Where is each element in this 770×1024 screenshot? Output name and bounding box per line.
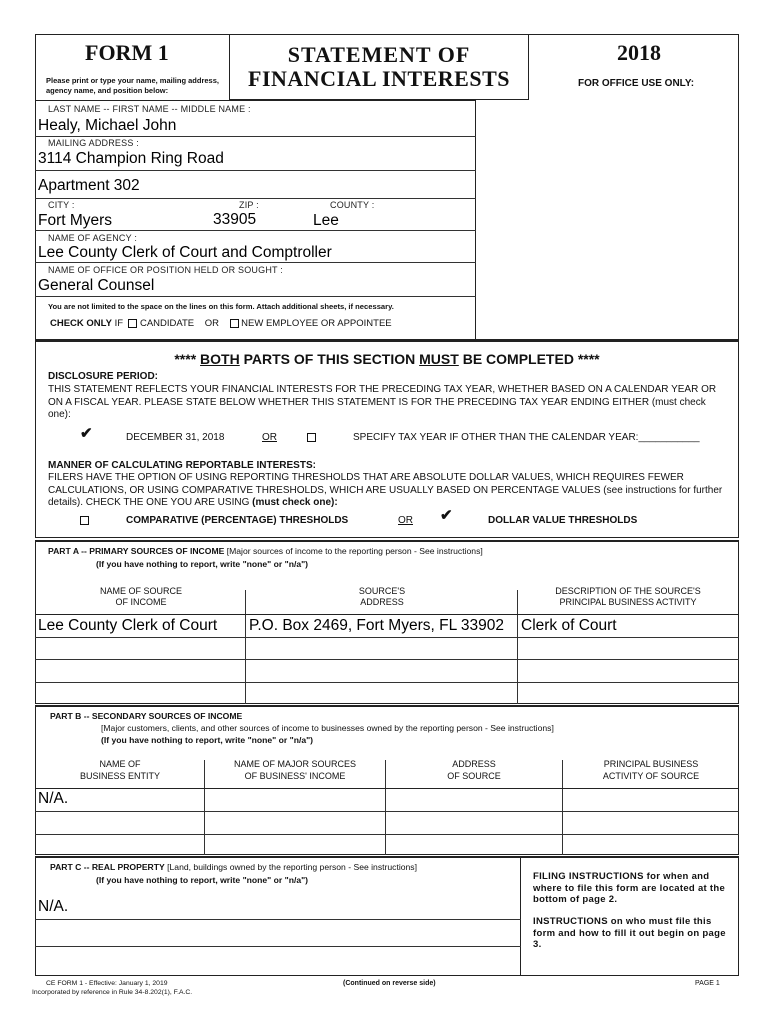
check-if-label: IF bbox=[114, 318, 124, 329]
part-b-col3-l1: ADDRESS bbox=[452, 759, 496, 769]
banner-post: BE COMPLETED **** bbox=[458, 351, 600, 367]
part-b-rule bbox=[35, 811, 739, 812]
period-text: THIS STATEMENT REFLECTS YOUR FINANCIAL INTERESTS FOR THE PRECEDING TAX YEAR, WHETHER BASED ON A CALENDAR YEAR OR ON A FISCAL YEAR. PLEASE STATE BELOW WHETHER THIS STATEMENT IS FOR THE PRECEDING TAX YEAR ENDING EITHER (must check one): bbox=[48, 384, 717, 420]
part-c-row1: N/A. bbox=[38, 898, 69, 915]
county-value: Lee bbox=[313, 212, 339, 229]
manner-title: MANNER OF CALCULATING REPORTABLE INTERESTS: bbox=[48, 460, 316, 471]
space-note: You are not limited to the space on the lines on this form. Attach additional sheets, if necessary. bbox=[48, 302, 394, 311]
part-b-rule bbox=[35, 788, 739, 789]
part-c-note: (If you have nothing to report, write "none" or "n/a") bbox=[96, 875, 309, 885]
agency-label: NAME OF AGENCY : bbox=[48, 233, 138, 243]
part-b-rule bbox=[35, 834, 739, 835]
part-c-divider bbox=[520, 856, 521, 976]
zip-label: ZIP : bbox=[239, 200, 259, 210]
part-b-col-divider bbox=[204, 760, 205, 855]
footer-left-2: Incorporated by reference in Rule 34-8.202(1), F.A.C. bbox=[32, 989, 193, 996]
county-label: COUNTY : bbox=[330, 200, 375, 210]
footer-center: (Continued on reverse side) bbox=[343, 980, 436, 987]
disclosure-banner bbox=[35, 351, 739, 367]
part-a-col1-l2: OF INCOME bbox=[115, 597, 167, 607]
part-b-note: (If you have nothing to report, write "none" or "n/a") bbox=[101, 735, 314, 745]
part-c-rule bbox=[35, 919, 521, 920]
zip-value: 33905 bbox=[213, 211, 257, 228]
dec31-check-icon[interactable]: ✔ bbox=[80, 425, 93, 442]
part-a-col-divider bbox=[245, 590, 246, 704]
or-label: OR bbox=[204, 318, 219, 329]
banner-both: BOTH bbox=[200, 351, 240, 367]
part-a-col2-l2: ADDRESS bbox=[360, 597, 404, 607]
part-b-col-divider bbox=[562, 760, 563, 855]
part-b-col4-l2: ACTIVITY OF SOURCE bbox=[602, 771, 700, 781]
new-employee-checkbox[interactable] bbox=[230, 319, 239, 328]
part-b-col3-l2: OF SOURCE bbox=[447, 771, 501, 781]
part-c-title: PART C -- REAL PROPERTY bbox=[50, 862, 165, 872]
instructions-note: INSTRUCTIONS on who must file this form and how to fill it out begin on page 3. bbox=[533, 916, 726, 950]
part-b-col1-l1: NAME OF bbox=[99, 759, 141, 769]
check-only-label: CHECK ONLY bbox=[50, 318, 112, 329]
position-value: General Counsel bbox=[38, 277, 155, 294]
part-a-title: PART A -- PRIMARY SOURCES OF INCOME bbox=[48, 546, 225, 556]
position-label: NAME OF OFFICE OR POSITION HELD OR SOUGHT : bbox=[48, 265, 283, 275]
footer-page: PAGE 1 bbox=[695, 980, 720, 987]
part-b-desc: [Major customers, clients, and other sources of income to businesses owned by the reporting person - See instructions] bbox=[101, 723, 554, 733]
banner-pre: **** bbox=[174, 351, 201, 367]
manner-must: (must check one): bbox=[252, 497, 338, 508]
office-use-label: FOR OFFICE USE ONLY: bbox=[578, 78, 695, 89]
part-c-desc: [Land, buildings owned by the reporting person - See instructions] bbox=[167, 862, 417, 872]
part-a-col3-header bbox=[518, 586, 738, 608]
manner-text-body: FILERS HAVE THE OPTION OF USING REPORTING THRESHOLDS THAT ARE ABSOLUTE DOLLAR VALUES, WHICH REQUIRES FEWER CALCULATIONS, OR USING COMPARATIVE THRESHOLDS, WHICH ARE USUALLY BASED ON PERCENTAGE VALUES (see instructions for further details). CHECK THE ONE YOU ARE USING bbox=[48, 472, 723, 508]
part-b-row1: N/A. bbox=[38, 790, 69, 807]
manner-text bbox=[48, 472, 730, 510]
mailing-label: MAILING ADDRESS : bbox=[48, 138, 139, 148]
city-value: Fort Myers bbox=[38, 212, 113, 229]
comparative-label: COMPARATIVE (PERCENTAGE) THRESHOLDS bbox=[126, 515, 349, 526]
specify-checkbox[interactable] bbox=[307, 433, 316, 442]
specify-label: SPECIFY TAX YEAR IF OTHER THAN THE CALENDAR YEAR:___________ bbox=[353, 432, 700, 443]
part-b-title: PART B -- SECONDARY SOURCES OF INCOME bbox=[50, 711, 243, 721]
part-a-rule bbox=[35, 659, 739, 660]
part-a-col2-l1: SOURCE'S bbox=[358, 586, 406, 596]
part-b-col3-header bbox=[386, 758, 562, 782]
part-b-col4-header bbox=[563, 758, 739, 782]
candidate-label: CANDIDATE bbox=[139, 318, 195, 329]
part-b-col1-l2: BUSINESS ENTITY bbox=[79, 771, 160, 781]
header-instructions: Please print or type your name, mailing address, agency name, and position below: bbox=[46, 76, 219, 95]
part-b-col2-l1: NAME OF MAJOR SOURCES bbox=[233, 759, 356, 769]
filing-instructions: FILING INSTRUCTIONS for when and where to file this form are located at the bottom of page 2. bbox=[533, 871, 726, 905]
part-c-header bbox=[50, 862, 417, 872]
rule bbox=[35, 198, 476, 199]
dec31-label: DECEMBER 31, 2018 bbox=[126, 432, 225, 443]
part-a-col-divider bbox=[517, 590, 518, 704]
rule bbox=[35, 170, 476, 171]
part-a-rule bbox=[35, 682, 739, 683]
rule bbox=[35, 296, 476, 297]
part-a-col3-l2: PRINCIPAL BUSINESS ACTIVITY bbox=[559, 597, 697, 607]
part-a-note: (If you have nothing to report, write "none" or "n/a") bbox=[96, 559, 309, 569]
part-a-row1-address: P.O. Box 2469, Fort Myers, FL 33902 bbox=[249, 617, 505, 634]
rule bbox=[35, 136, 476, 137]
form-name: FORM 1 bbox=[85, 40, 169, 65]
part-c-rule bbox=[35, 946, 521, 947]
part-a-col2-header bbox=[246, 586, 518, 608]
banner-must: MUST bbox=[419, 351, 459, 367]
city-label: CITY : bbox=[48, 200, 75, 210]
title-line-2: FINANCIAL INTERESTS bbox=[248, 66, 510, 91]
part-a-row1-activity: Clerk of Court bbox=[521, 617, 617, 634]
candidate-checkbox[interactable] bbox=[128, 319, 137, 328]
title-line-1: STATEMENT OF bbox=[287, 42, 471, 67]
check-only-row bbox=[50, 318, 392, 329]
rule bbox=[35, 262, 476, 263]
part-a-header bbox=[48, 546, 483, 556]
part-a-col1-l1: NAME OF SOURCE bbox=[99, 586, 182, 596]
address-line-1: 3114 Champion Ring Road bbox=[38, 150, 224, 167]
part-b-col2-header bbox=[205, 758, 385, 782]
part-a-col1-header bbox=[36, 586, 246, 608]
part-a-rule bbox=[35, 614, 739, 615]
rule bbox=[35, 100, 476, 101]
new-employee-label: NEW EMPLOYEE OR APPOINTEE bbox=[241, 318, 392, 329]
part-b-col4-l1: PRINCIPAL BUSINESS bbox=[603, 759, 699, 769]
footer-left-1: CE FORM 1 - Effective: January 1, 2019 bbox=[46, 980, 168, 987]
part-a-rule bbox=[35, 637, 739, 638]
part-b-col1-header bbox=[36, 758, 204, 782]
dollar-label: DOLLAR VALUE THRESHOLDS bbox=[488, 515, 638, 526]
dollar-check-icon[interactable]: ✔ bbox=[440, 507, 453, 524]
address-line-2: Apartment 302 bbox=[38, 177, 140, 194]
part-b-col2-l2: OF BUSINESS' INCOME bbox=[244, 771, 346, 781]
part-a-row1-name: Lee County Clerk of Court bbox=[38, 617, 218, 634]
part-b-col-divider bbox=[385, 760, 386, 855]
period-title: DISCLOSURE PERIOD: bbox=[48, 371, 159, 382]
part-a-desc: [Major sources of income to the reporting person - See instructions] bbox=[226, 546, 483, 556]
dec31-or: OR bbox=[262, 432, 277, 443]
name-value: Healy, Michael John bbox=[38, 117, 177, 134]
manner-or: OR bbox=[398, 515, 413, 526]
part-a-col3-l1: DESCRIPTION OF THE SOURCE'S bbox=[555, 586, 701, 596]
agency-value: Lee County Clerk of Court and Comptroller bbox=[38, 244, 332, 261]
name-label: LAST NAME -- FIRST NAME -- MIDDLE NAME : bbox=[48, 104, 251, 114]
comparative-checkbox[interactable] bbox=[80, 516, 89, 525]
year: 2018 bbox=[617, 40, 661, 65]
rule bbox=[35, 230, 476, 231]
banner-mid: PARTS OF THIS SECTION bbox=[239, 351, 420, 367]
